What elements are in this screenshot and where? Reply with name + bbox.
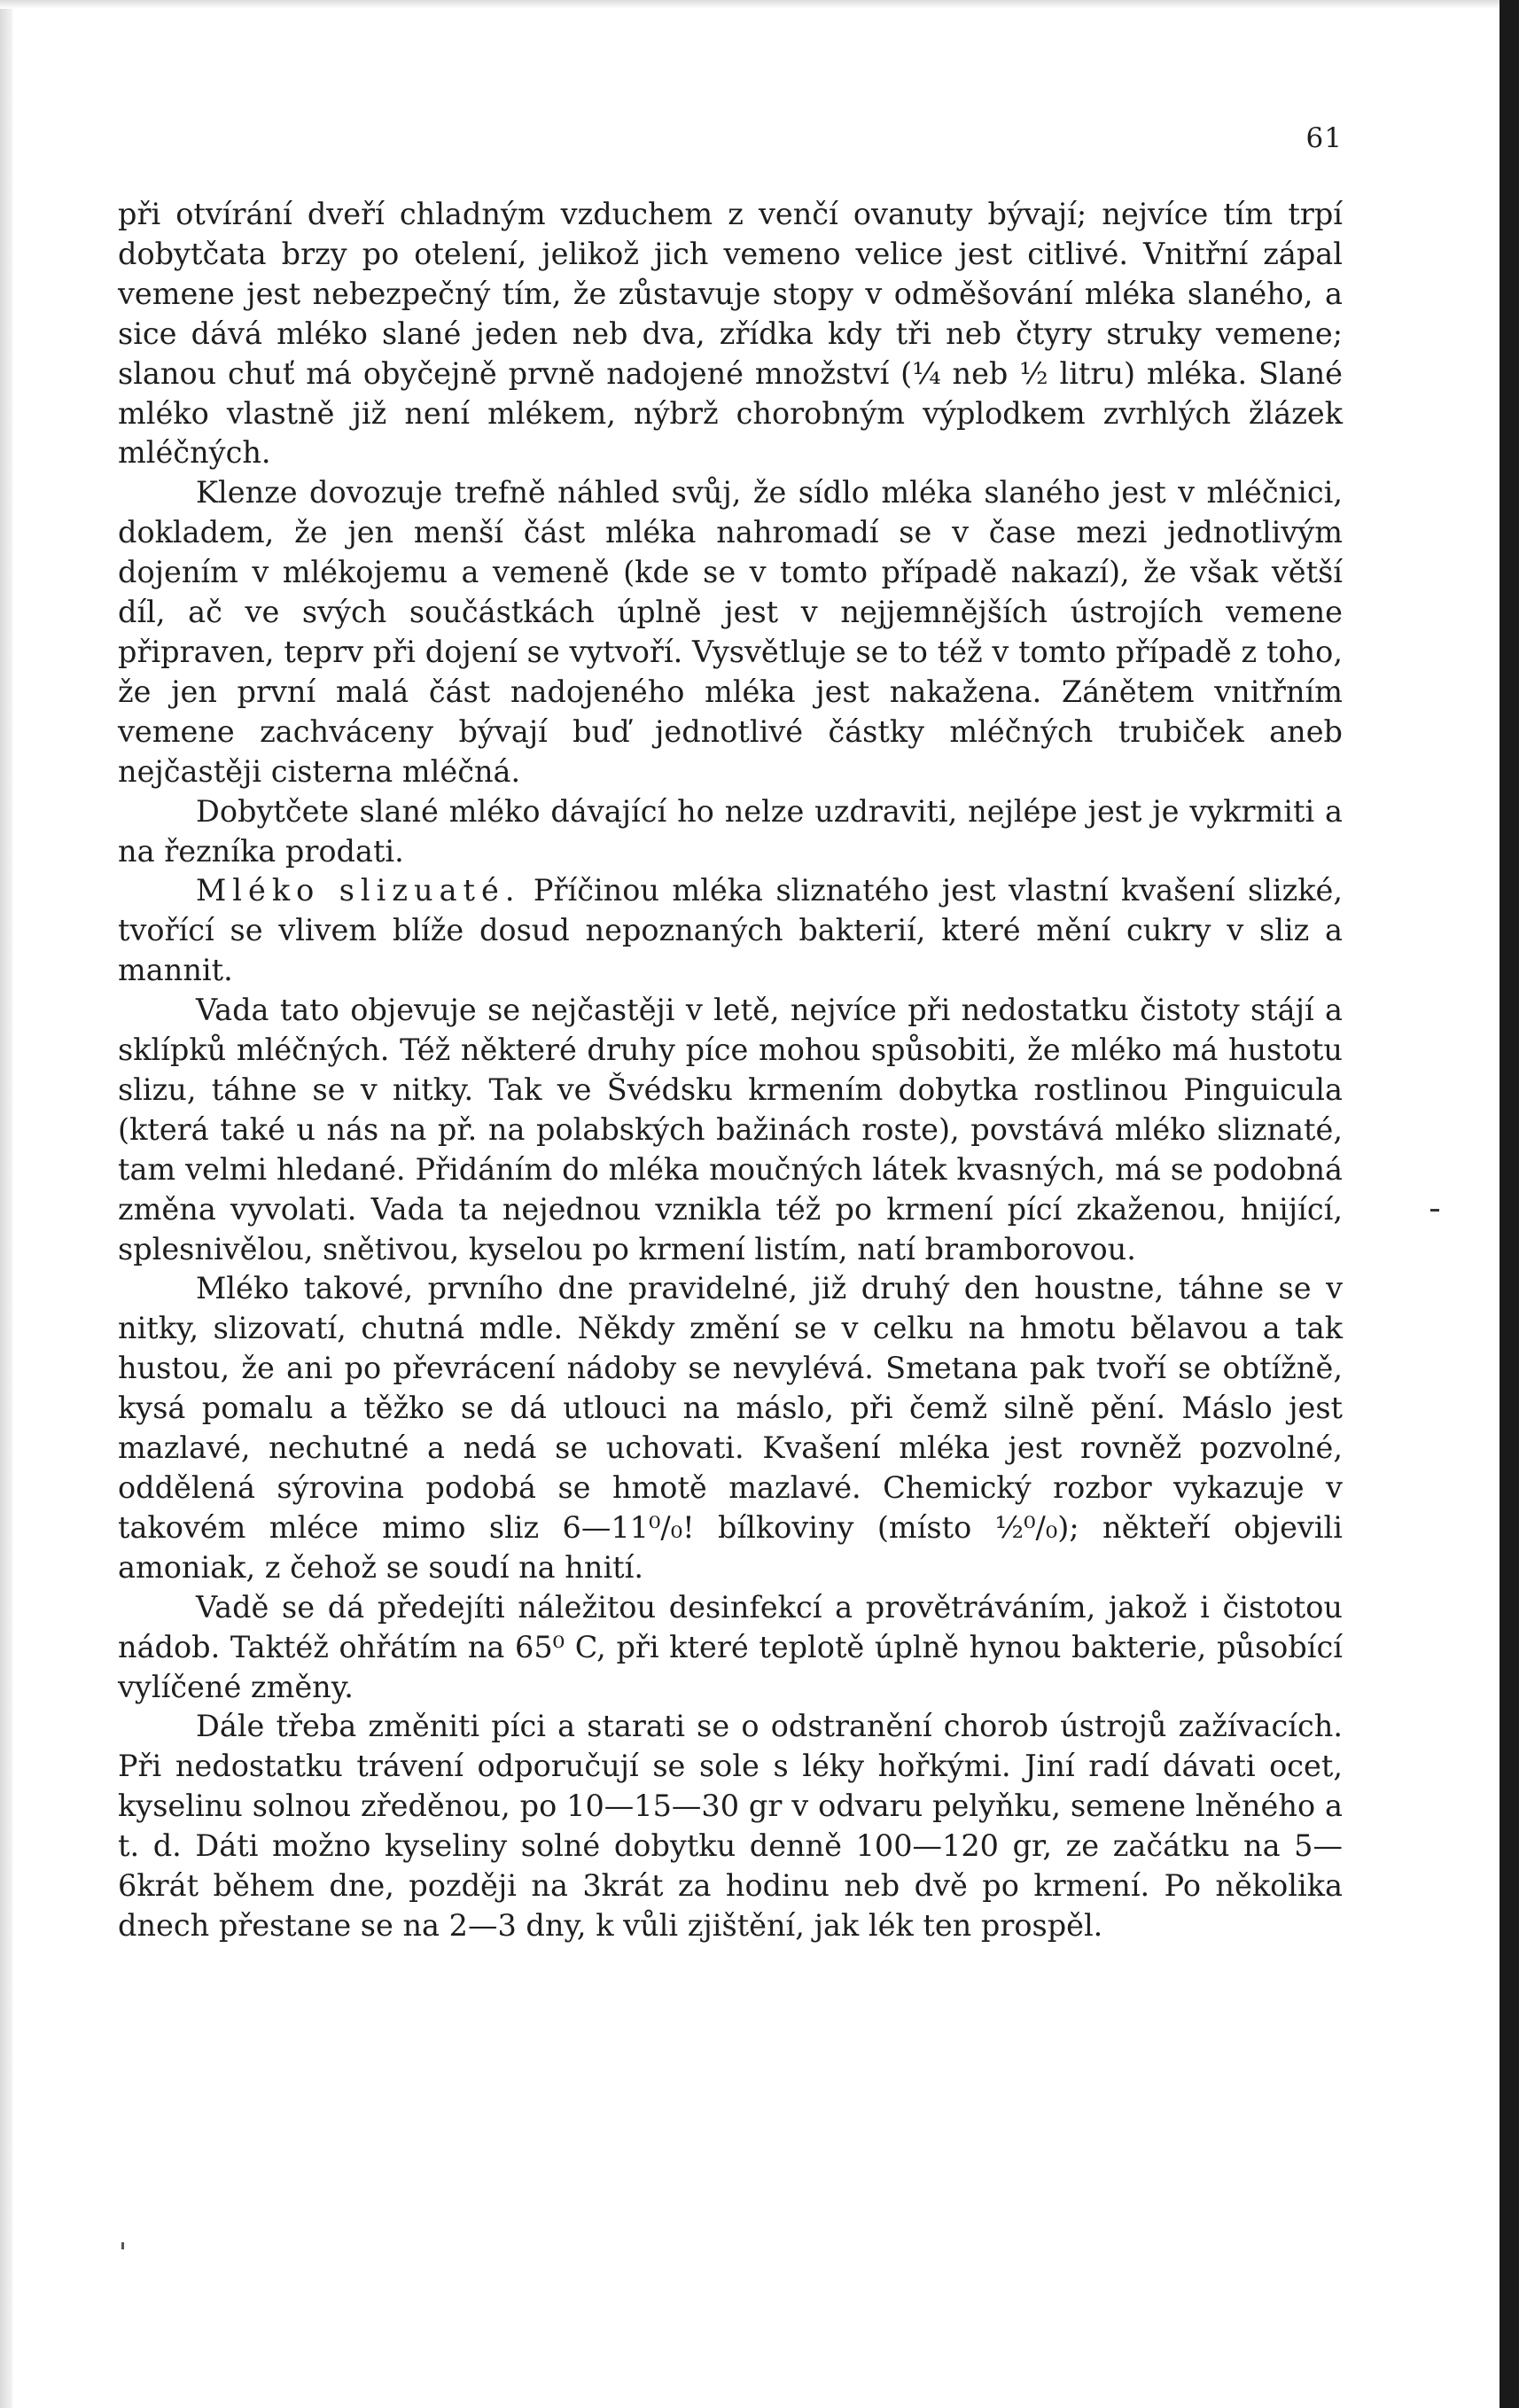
book-page [118,106,1343,2375]
paragraph-1: při otvírání dveří chladným vzduchem z venčí ovanuty bývají; nejvíce tím trpí dobytčata brzy po otelení, jelikož jich vemeno velice jest citlivé. Vnitřní zápal vemene jest nebezpečný tím, že zůstavuje stopy v odměšování mléka slaného, a sice dává mléko slané jeden neb dva, zřídka kdy tři neb čtyry struky vemene; slanou chuť má obyčejně prvně nadojené množství (¼ neb ½ litru) mléka. Slané mléko vlastně již není mlékem, nýbrž chorobným výplodkem zvrhlých žlázek mléčných. [118,197,1343,471]
section-heading-slizne-mleko: Mléko slizuaté. [196,873,521,908]
paragraph-4-text: Příčinou mléka sliznatého jest vlastní kvašení slizké, tvořící se vlivem blíže dosud nepoznaných bakterií, které mění cukry v sliz a mannit. [118,873,1343,988]
paragraph-4 [118,871,1343,991]
margin-mark [1430,1209,1439,1212]
margin-mark [121,2242,124,2249]
paragraph-7: Vadě se dá předejíti náležitou desinfekcí a provětráváním, jakož i čistotou nádob. Taktéž ohřátím na 65⁰ C, při které teplotě úplně hynou bakterie, působící vylíčené změny. [118,1589,1343,1704]
body-text [118,195,1343,1946]
paragraph-5: Vada tato objevuje se nejčastěji v letě, nejvíce při nedostatku čistoty stájí a sklípků mléčných. Též některé druhy píce mohou spůsobiti, že mléko má hustotu slizu, táhne se v nitky. Tak ve Švédsku krmením dobytka rostlinou Pinguicula (která také u nás na př. na polabských bažinách roste), povstává mléko sliznaté, tam velmi hledané. Přidáním do mléka moučných látek kvasných, má se podobná změna vyvolati. Vada ta nejednou vznikla též po krmení pící zkaženou, hnijící, splesnivělou, snětivou, kyselou po krmení listím, natí bramborovou. [118,993,1343,1266]
page-number: 61 [1305,122,1343,154]
paragraph-8: Dále třeba změniti píci a starati se o odstranění chorob ústrojů zažívacích. Při nedostatku trávení odporučují se sole s léky hořkými. Jiní radí dávati ocet, kyselinu solnou zředěnou, po 10—15—30 gr v odvaru pelyňku, semene lněného a t. d. Dáti možno kyseliny solné dobytku denně 100—120 gr, ze začátku na 5—6krát během dne, později na 3krát za hodinu neb dvě po krmení. Po několika dnech přestane se na 2—3 dny, k vůli zjištění, jak lék ten prospěl. [118,1709,1343,1943]
scan-edge-top [0,0,1500,9]
paragraph-3: Dobytčete slané mléko dávající ho nelze uzdraviti, nejlépe jest je vykrmiti a na řezníka prodati. [118,793,1343,869]
scan-edge-left [0,0,12,2408]
paragraph-6: Mléko takové, prvního dne pravidelné, již druhý den houstne, táhne se v nitky, slizovatí, chutná mdle. Někdy změní se v celku na hmotu bělavou a tak hustou, že ani po převrácení nádoby se nevylévá. Smetana pak tvoří se obtížně, kysá pomalu a těžko se dá utlouci na máslo, při čemž silně pění. Máslo jest mazlavé, nechutné a nedá se uchovati. Kvašení mléka jest rovněž pozvolné, oddělená sýrovina podobá se hmotě mazlavé. Chemický rozbor vykazuje v takovém mléce mimo sliz 6—11⁰/₀! bílkoviny (místo ½⁰/₀); někteří objevili amoniak, z čehož se soudí na hnití. [118,1271,1343,1585]
paragraph-2: Klenze dovozuje trefně náhled svůj, že sídlo mléka slaného jest v mléčnici, dokladem, že jen menší část mléka nahromadí se v čase mezi jednotlivým dojením v mlékojemu a vemeně (kde se v tomto případě nakazí), že však větší díl, ač ve svých součástkách úplně jest v nejjemnějších ústrojích vemene připraven, teprv při dojení se vytvoří. Vysvětluje se to též v tomto případě z toho, že jen první malá část nadojeného mléka jest nakažena. Zánětem vnitřním vemene zachváceny bývají buď jednotlivé částky mléčných trubiček aneb nejčastěji cisterna mléčná. [118,475,1343,789]
scan-edge-right [1500,0,1519,2408]
